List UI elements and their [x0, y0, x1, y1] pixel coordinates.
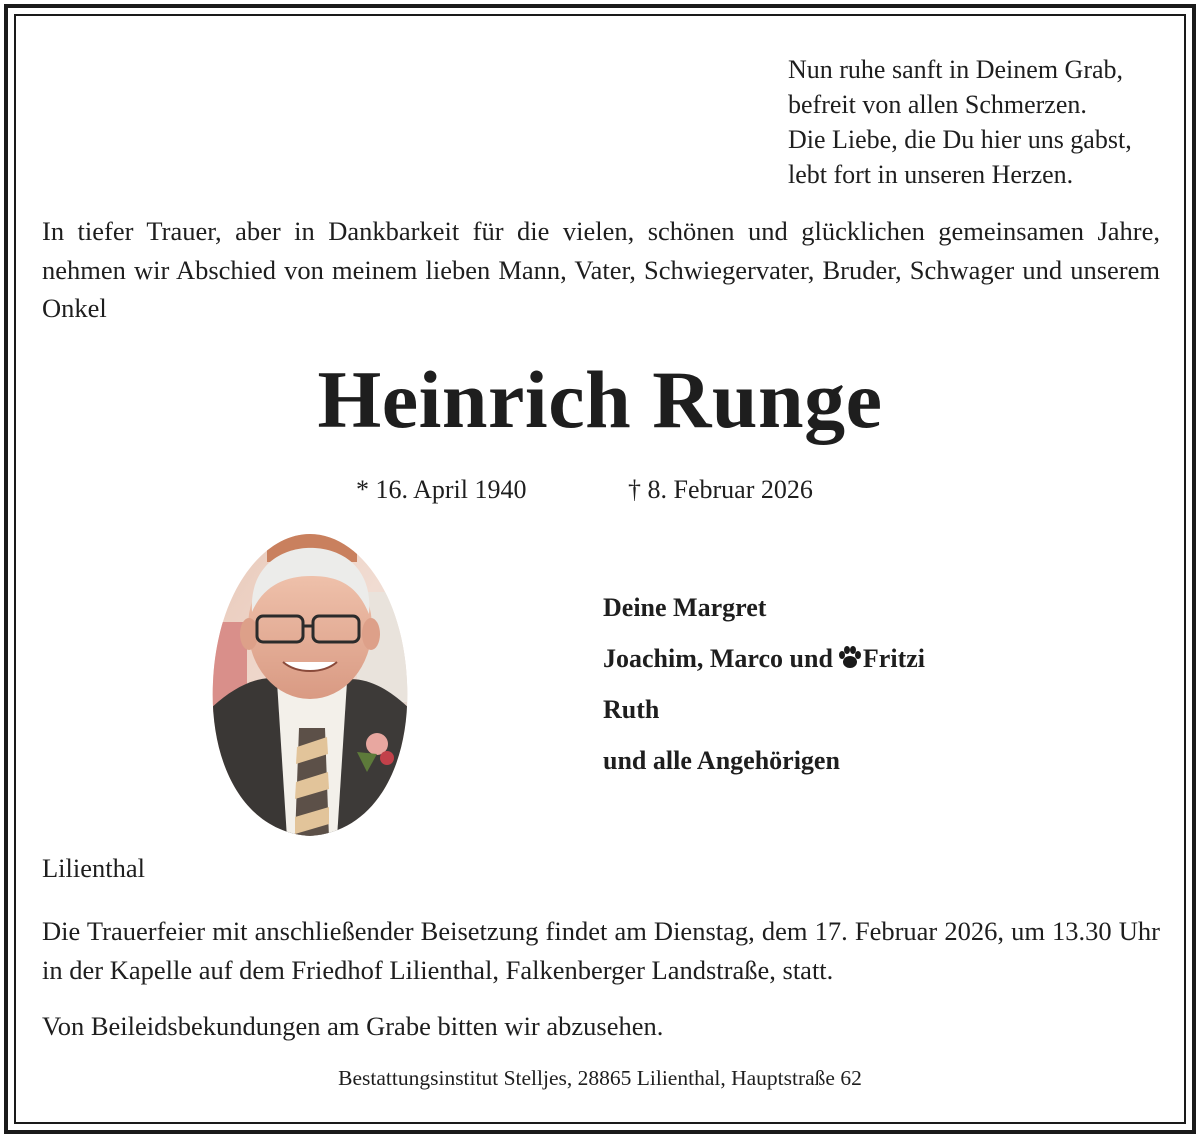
family-line: und alle Angehörigen [603, 746, 840, 775]
poem-line: Nun ruhe sanft in Deinem Grab, [788, 55, 1124, 84]
family-line: Deine Margret [603, 593, 767, 622]
poem-line: befreit von allen Schmerzen. [788, 90, 1087, 119]
pet-name: Fritzi [862, 644, 925, 673]
family-names: Joachim, Marco und [603, 644, 833, 673]
poem-line: lebt fort in unseren Herzen. [788, 160, 1074, 189]
undertaker-info: Bestattungsinstitut Stelljes, 28865 Lilienthal, Hauptstraße 62 [338, 1066, 862, 1090]
family-line: Ruth [603, 695, 660, 724]
ceremony-line: um 13.30 Uhr in der Kapelle auf dem Friedhof Lilienthal, Falkenberger Landstraße, statt. [42, 916, 1161, 985]
paw-icon [837, 636, 863, 662]
portrait-image [207, 532, 413, 838]
birth-date: * 16. April 1940 [356, 475, 527, 504]
intro-paragraph [42, 212, 1160, 328]
intro-line: Jahre, nehmen wir Abschied von meinem lieben Mann, Vater, Schwiegervater, Bruder, [42, 216, 1161, 285]
portrait-photo [207, 532, 413, 838]
memorial-poem [788, 52, 1178, 192]
ceremony-line: Die Trauerfeier mit anschließender Beisetzung findet am Dienstag, dem 17. Februar 2026, [42, 916, 1004, 946]
ceremony-details [42, 912, 1160, 989]
poem-line: Die Liebe, die Du hier uns gabst, [788, 125, 1132, 154]
intro-line: In tiefer Trauer, aber in Dankbarkeit für die vielen, schönen und glücklichen gemeinsamen [42, 216, 1084, 246]
surviving-family [603, 582, 925, 786]
intro-line: Schwager und unserem Onkel [42, 254, 1160, 323]
condolence-note: Von Beileidsbekundungen am Grabe bitten wir abzusehen. [42, 1011, 664, 1041]
place-name: Lilienthal [42, 853, 146, 883]
family-line [603, 633, 925, 684]
deceased-name: Heinrich Runge [317, 354, 883, 445]
death-date: † 8. Februar 2026 [628, 475, 813, 504]
